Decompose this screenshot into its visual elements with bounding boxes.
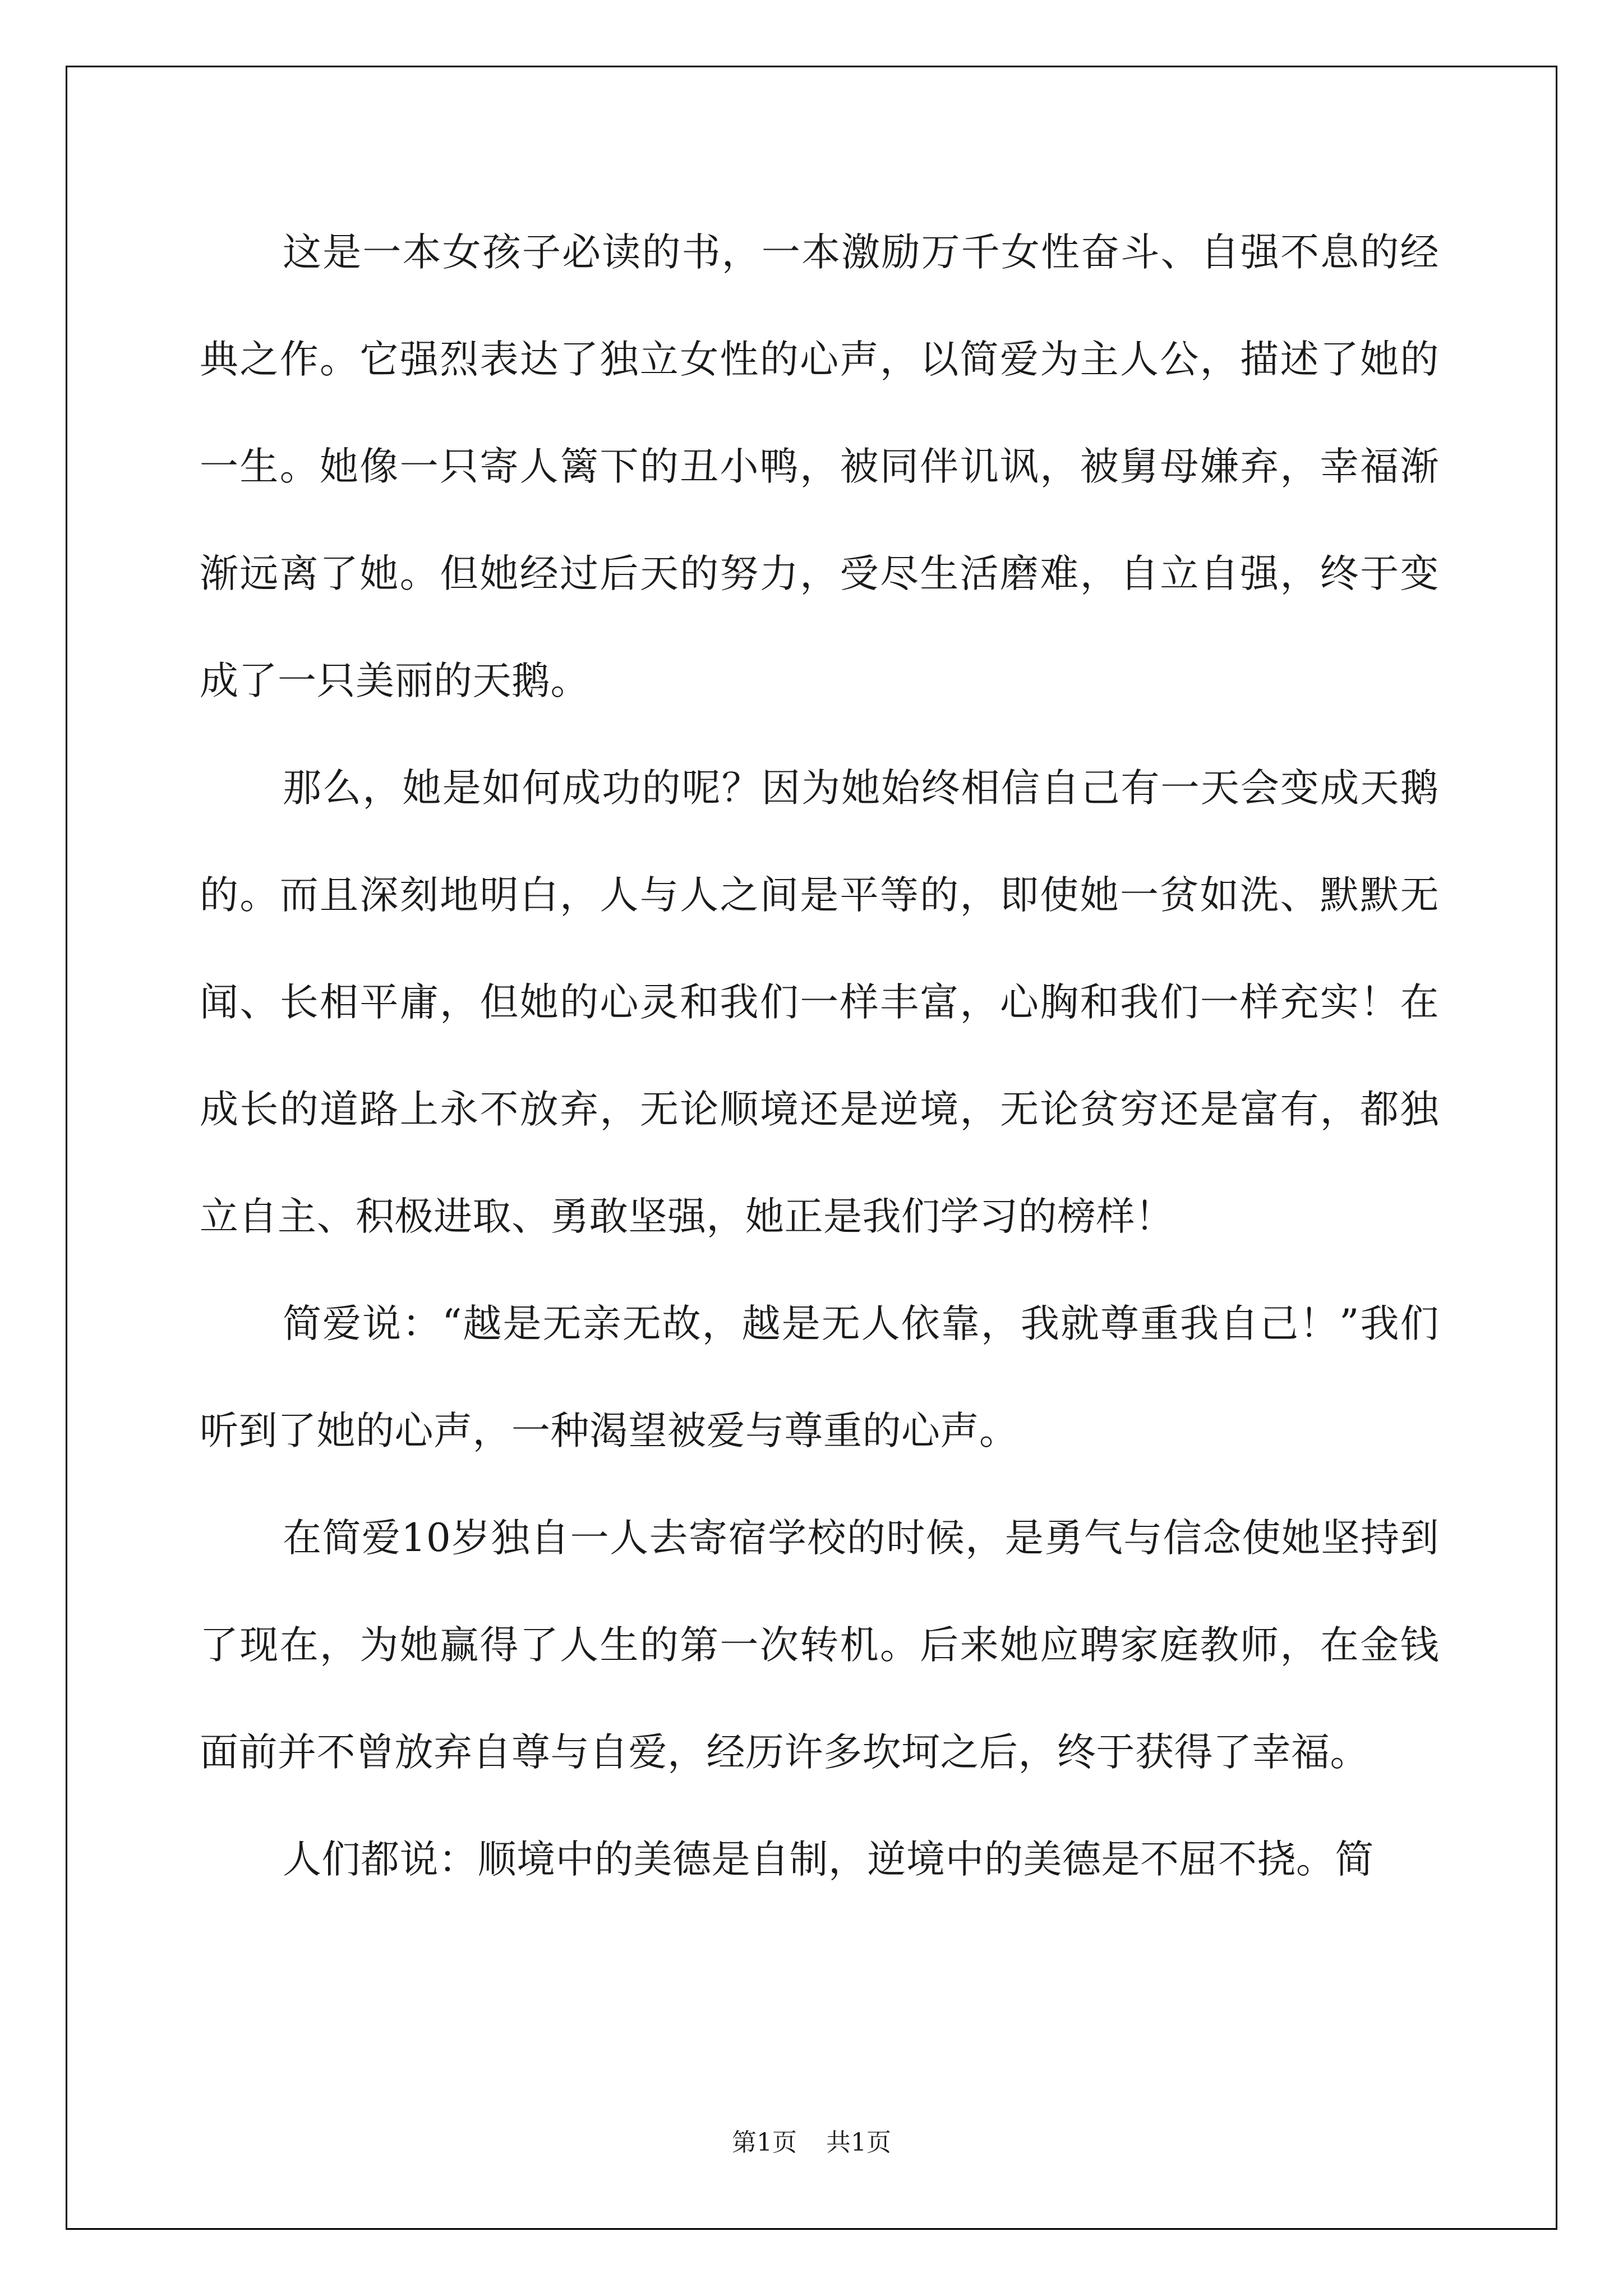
paragraph: 这是一本女孩子必读的书，一本激励万千女性奋斗、自强不息的经典之作。它强烈表达了独立女性的心声，以简爱为主人公，描述了她的一生。她像一只寄人篱下的丑小鸭，被同伴讥讽，被舅母嫌弃，幸福渐渐远离了她。但她经过后天的努力，受尽生活磨难，自立自强，终于变成了一只美丽的天鹅。 [200,230,1439,703]
paragraph: 人们都说：顺境中的美德是自制，逆境中的美德是不屈不挠。简 [283,1837,1374,1882]
page-number: 第1页 [732,2128,797,2157]
paragraph: 简爱说：“越是无亲无故，越是无人依靠，我就尊重我自己！”我们听到了她的心声，一种渴望被爱与尊重的心声。 [200,1301,1439,1453]
paragraph: 那么，她是如何成功的呢？因为她始终相信自己有一天会变成天鹅的。而且深刻地明白，人与人之间是平等的，即使她一贫如洗、默默无闻、长相平庸，但她的心灵和我们一样丰富，心胸和我们一样充实！在成长的道路上永不放弃，无论顺境还是逆境，无论贫穷还是富有，都独立自主、积极进取、勇敢坚强，她正是我们学习的榜样！ [200,766,1439,1239]
document-body [200,199,1439,1913]
page-footer [0,2127,1623,2159]
paragraph: 在简爱10岁独自一人去寄宿学校的时候，是勇气与信念使她坚持到了现在，为她赢得了人生的第一次转机。后来她应聘家庭教师，在金钱面前并不曾放弃自尊与自爱，经历许多坎坷之后，终于获得了幸福。 [200,1516,1439,1775]
page-total: 共1页 [826,2128,891,2157]
